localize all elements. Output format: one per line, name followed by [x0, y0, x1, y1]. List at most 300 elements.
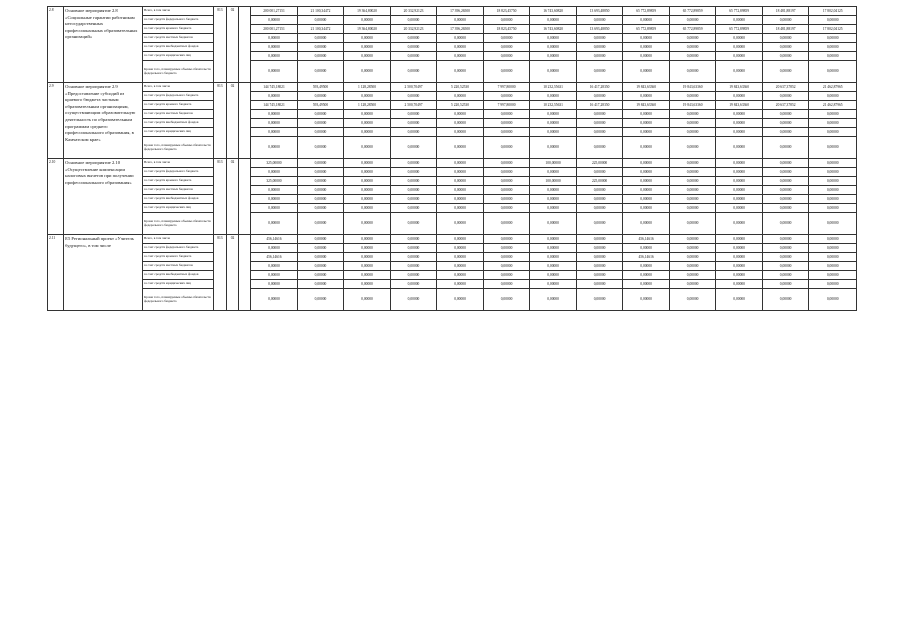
amount-cell: 65 772,89859 — [623, 7, 670, 16]
amount-cell: 0,00000 — [251, 92, 298, 101]
amount-cell: 0,00000 — [716, 271, 763, 280]
amount-cell: 0,00000 — [716, 119, 763, 128]
amount-cell: 225,00000 — [576, 159, 623, 168]
amount-cell: 0,00000 — [390, 61, 437, 83]
amount-cell: 0,00000 — [297, 262, 344, 271]
amount-cell: 21 462,87965 — [809, 83, 857, 92]
amount-cell: 0,00000 — [390, 34, 437, 43]
funding-source-cell: за счет средств федерального бюджета — [143, 244, 214, 253]
amount-cell: 0,00000 — [669, 43, 716, 52]
amount-cell: 0,00000 — [437, 262, 484, 271]
amount-cell: 0,00000 — [344, 128, 391, 137]
amount-cell: 65 772,89859 — [716, 7, 763, 16]
amount-cell: 0,00000 — [623, 280, 670, 289]
amount-cell: 21 100,34472 — [297, 7, 344, 16]
amount-cell: 0,00000 — [762, 110, 809, 119]
funding-source-cell: Кроме того, планируемые объемы обязательств федерального бюджета — [143, 137, 214, 159]
ministry-code-cell: 813 — [213, 235, 226, 311]
amount-cell: 0,00000 — [716, 110, 763, 119]
amount-cell: 0,00000 — [483, 128, 530, 137]
amount-cell: 456,14616 — [623, 235, 670, 244]
amount-cell: 0,00000 — [669, 262, 716, 271]
amount-cell: 200 001,27151 — [251, 25, 298, 34]
amount-cell: 21 462,87965 — [809, 101, 857, 110]
amount-cell: 0,00000 — [762, 280, 809, 289]
amount-cell: 0,00000 — [297, 92, 344, 101]
amount-cell: 0,00000 — [483, 16, 530, 25]
table-row — [48, 25, 857, 34]
amount-cell: 0,00000 — [762, 43, 809, 52]
amount-cell: 0,00000 — [437, 253, 484, 262]
table-row — [48, 262, 857, 271]
amount-cell: 0,00000 — [251, 168, 298, 177]
amount-cell: 0,00000 — [576, 61, 623, 83]
amount-cell: 0,00000 — [762, 119, 809, 128]
amount-cell: 0,00000 — [297, 16, 344, 25]
amount-cell: 0,00000 — [390, 119, 437, 128]
measure-name-cell: Основное мероприятие 2.9 «Предоставление субсидий из краевого бюджета частным образовательным организациям, осуществляющим образовательную деятельность по образовательным программам среднего профессионального образования, в Камчатском крае» — [64, 83, 143, 159]
amount-cell: 0,00000 — [344, 52, 391, 61]
amount-cell: 0,00000 — [390, 177, 437, 186]
amount-cell: 0,00000 — [530, 61, 577, 83]
funding-source-cell: Всего, в том числе — [143, 83, 214, 92]
amount-cell: 0,00000 — [530, 92, 577, 101]
program-code-cell: 02 — [226, 159, 238, 235]
amount-cell: 17 802,04125 — [809, 25, 857, 34]
amount-cell: 0,00000 — [437, 34, 484, 43]
amount-cell: 0,00000 — [576, 137, 623, 159]
amount-cell: 0,00000 — [762, 177, 809, 186]
amount-cell: 0,00000 — [669, 244, 716, 253]
amount-cell: 0,00000 — [623, 204, 670, 213]
amount-cell: 5 220,52530 — [437, 83, 484, 92]
amount-cell: 0,00000 — [344, 92, 391, 101]
amount-cell: 0,00000 — [716, 92, 763, 101]
amount-cell: 0,00000 — [437, 61, 484, 83]
amount-cell: 0,00000 — [251, 119, 298, 128]
table-row — [48, 195, 857, 204]
amount-cell: 0,00000 — [530, 16, 577, 25]
amount-cell: 19 843,63360 — [669, 101, 716, 110]
amount-cell: 0,00000 — [762, 213, 809, 235]
amount-cell: 0,00000 — [809, 271, 857, 280]
amount-cell: 0,00000 — [297, 61, 344, 83]
amount-cell: 0,00000 — [390, 137, 437, 159]
amount-cell: 0,00000 — [483, 92, 530, 101]
amount-cell: 0,00000 — [390, 43, 437, 52]
amount-cell: 0,00000 — [669, 280, 716, 289]
amount-cell: 0,00000 — [809, 119, 857, 128]
amount-cell: 0,00000 — [437, 52, 484, 61]
amount-cell: 0,00000 — [809, 213, 857, 235]
amount-cell: 0,00000 — [483, 195, 530, 204]
row-number-cell: 2.8 — [48, 7, 64, 83]
amount-cell: 0,00000 — [669, 34, 716, 43]
amount-cell: 0,00000 — [344, 213, 391, 235]
table-row — [48, 186, 857, 195]
amount-cell: 0,00000 — [576, 271, 623, 280]
amount-cell: 19 843,63360 — [669, 83, 716, 92]
amount-cell: 16 743,60820 — [530, 7, 577, 16]
amount-cell: 0,00000 — [251, 271, 298, 280]
amount-cell: 0,00000 — [576, 119, 623, 128]
amount-cell: 0,00000 — [576, 52, 623, 61]
amount-cell: 0,00000 — [623, 262, 670, 271]
amount-cell: 0,00000 — [297, 177, 344, 186]
amount-cell: 0,00000 — [344, 43, 391, 52]
amount-cell: 0,00000 — [762, 235, 809, 244]
amount-cell: 0,00000 — [251, 137, 298, 159]
amount-cell: 0,00000 — [437, 244, 484, 253]
funding-source-cell: за счет средств внебюджетных фондов — [143, 271, 214, 280]
amount-cell: 0,00000 — [483, 137, 530, 159]
amount-cell: 0,00000 — [576, 289, 623, 311]
amount-cell: 0,00000 — [483, 253, 530, 262]
table-row — [48, 168, 857, 177]
amount-cell: 0,00000 — [530, 204, 577, 213]
amount-cell: 0,00000 — [530, 235, 577, 244]
amount-cell: 0,00000 — [297, 110, 344, 119]
amount-cell: 0,00000 — [530, 280, 577, 289]
table-row — [48, 7, 857, 16]
amount-cell: 19 364,80020 — [344, 25, 391, 34]
amount-cell: 0,00000 — [530, 128, 577, 137]
amount-cell: 19 843,63360 — [716, 83, 763, 92]
amount-cell: 0,00000 — [809, 137, 857, 159]
amount-cell: 0,00000 — [483, 244, 530, 253]
table-row — [48, 92, 857, 101]
amount-cell: 0,00000 — [297, 128, 344, 137]
amount-cell: 0,00000 — [623, 92, 670, 101]
amount-cell: 16 417,28350 — [576, 101, 623, 110]
amount-cell: 0,00000 — [716, 177, 763, 186]
amount-cell: 20 637,37852 — [762, 83, 809, 92]
amount-cell: 0,00000 — [623, 128, 670, 137]
funding-source-cell: Всего, в том числе — [143, 159, 214, 168]
amount-cell: 0,00000 — [251, 43, 298, 52]
amount-cell: 0,00000 — [576, 34, 623, 43]
amount-cell: 0,00000 — [483, 271, 530, 280]
amount-cell: 0,00000 — [344, 204, 391, 213]
amount-cell: 7 997,80000 — [483, 83, 530, 92]
amount-cell: 0,00000 — [530, 213, 577, 235]
amount-cell: 0,00000 — [483, 186, 530, 195]
amount-cell: 0,00000 — [716, 253, 763, 262]
amount-cell: 0,00000 — [623, 213, 670, 235]
amount-cell: 0,00000 — [669, 119, 716, 128]
amount-cell: 0,00000 — [762, 195, 809, 204]
amount-cell: 0,00000 — [716, 235, 763, 244]
row-number-cell: 2.11 — [48, 235, 64, 311]
amount-cell: 0,00000 — [483, 168, 530, 177]
amount-cell: 17 396,26500 — [437, 25, 484, 34]
amount-cell: 0,00000 — [809, 92, 857, 101]
amount-cell: 100,00000 — [530, 159, 577, 168]
amount-cell: 0,00000 — [809, 168, 857, 177]
amount-cell: 0,00000 — [809, 43, 857, 52]
funding-source-cell: за счет средств краевого бюджета — [143, 177, 214, 186]
amount-cell: 0,00000 — [762, 128, 809, 137]
amount-cell: 0,00000 — [809, 159, 857, 168]
amount-cell: 0,00000 — [530, 52, 577, 61]
amount-cell: 0,00000 — [251, 204, 298, 213]
amount-cell: 0,00000 — [716, 280, 763, 289]
amount-cell: 0,00000 — [576, 16, 623, 25]
amount-cell: 18 481,88197 — [762, 7, 809, 16]
amount-cell: 0,00000 — [716, 137, 763, 159]
amount-cell: 0,00000 — [762, 244, 809, 253]
table-row — [48, 43, 857, 52]
amount-cell: 0,00000 — [297, 168, 344, 177]
ministry-code-cell: 813 — [213, 7, 226, 83]
funding-source-cell: за счет средств краевого бюджета — [143, 101, 214, 110]
amount-cell: 0,00000 — [251, 244, 298, 253]
amount-cell: 0,00000 — [437, 195, 484, 204]
amount-cell: 0,00000 — [390, 159, 437, 168]
amount-cell: 0,00000 — [623, 186, 670, 195]
amount-cell: 0,00000 — [530, 262, 577, 271]
amount-cell: 0,00000 — [344, 177, 391, 186]
amount-cell: 19 364,80020 — [344, 7, 391, 16]
amount-cell: 0,00000 — [809, 177, 857, 186]
amount-cell: 65 772,89859 — [669, 7, 716, 16]
amount-cell: 0,00000 — [669, 159, 716, 168]
amount-cell: 0,00000 — [390, 128, 437, 137]
amount-cell: 0,00000 — [390, 92, 437, 101]
amount-cell: 2 500,70497 — [390, 83, 437, 92]
amount-cell: 0,00000 — [669, 128, 716, 137]
amount-cell: 0,00000 — [669, 271, 716, 280]
amount-cell: 0,00000 — [483, 262, 530, 271]
amount-cell: 0,00000 — [762, 289, 809, 311]
amount-cell: 0,00000 — [251, 195, 298, 204]
amount-cell: 0,00000 — [576, 168, 623, 177]
amount-cell: 0,00000 — [297, 271, 344, 280]
amount-cell: 0,00000 — [809, 110, 857, 119]
amount-cell: 0,00000 — [437, 16, 484, 25]
amount-cell: 0,00000 — [576, 128, 623, 137]
program-code-cell: 02 — [226, 7, 238, 83]
amount-cell: 0,00000 — [437, 177, 484, 186]
amount-cell: 0,00000 — [251, 16, 298, 25]
funding-source-cell: за счет средств внебюджетных фондов — [143, 119, 214, 128]
amount-cell: 18 481,88197 — [762, 25, 809, 34]
ministry-code-cell: 813 — [213, 159, 226, 235]
amount-cell: 0,00000 — [669, 186, 716, 195]
amount-cell: 0,00000 — [716, 61, 763, 83]
amount-cell: 0,00000 — [251, 128, 298, 137]
amount-cell: 0,00000 — [483, 119, 530, 128]
amount-cell: 0,00000 — [716, 213, 763, 235]
amount-cell: 0,00000 — [437, 271, 484, 280]
amount-cell: 0,00000 — [297, 244, 344, 253]
amount-cell: 0,00000 — [762, 16, 809, 25]
amount-cell: 593,49500 — [297, 83, 344, 92]
amount-cell: 0,00000 — [297, 43, 344, 52]
amount-cell: 0,00000 — [623, 110, 670, 119]
amount-cell: 0,00000 — [716, 244, 763, 253]
table-row — [48, 83, 857, 92]
amount-cell: 21 100,34472 — [297, 25, 344, 34]
table-row — [48, 177, 857, 186]
amount-cell: 2 500,70497 — [390, 101, 437, 110]
amount-cell: 0,00000 — [344, 137, 391, 159]
amount-cell: 0,00000 — [483, 159, 530, 168]
amount-cell: 0,00000 — [623, 289, 670, 311]
amount-cell: 0,00000 — [297, 137, 344, 159]
amount-cell: 0,00000 — [530, 168, 577, 177]
amount-cell: 0,00000 — [669, 289, 716, 311]
amount-cell: 0,00000 — [716, 289, 763, 311]
funding-source-cell: Всего, в том числе — [143, 235, 214, 244]
amount-cell: 0,00000 — [716, 159, 763, 168]
amount-cell: 0,00000 — [297, 280, 344, 289]
amount-cell: 0,00000 — [297, 235, 344, 244]
amount-cell: 20 332,92123 — [390, 7, 437, 16]
amount-cell: 0,00000 — [576, 280, 623, 289]
amount-cell: 0,00000 — [716, 16, 763, 25]
amount-cell: 18 823,45750 — [483, 25, 530, 34]
amount-cell: 0,00000 — [437, 280, 484, 289]
empty-code-cell — [239, 235, 251, 311]
amount-cell: 0,00000 — [623, 34, 670, 43]
amount-cell: 0,00000 — [483, 289, 530, 311]
amount-cell: 0,00000 — [390, 52, 437, 61]
amount-cell: 65 772,89859 — [623, 25, 670, 34]
table-row — [48, 244, 857, 253]
amount-cell: 0,00000 — [576, 110, 623, 119]
amount-cell: 0,00000 — [809, 61, 857, 83]
amount-cell: 0,00000 — [623, 271, 670, 280]
amount-cell: 17 802,04125 — [809, 7, 857, 16]
amount-cell: 0,00000 — [809, 34, 857, 43]
amount-cell: 0,00000 — [297, 159, 344, 168]
table-row — [48, 34, 857, 43]
amount-cell: 0,00000 — [483, 235, 530, 244]
amount-cell: 0,00000 — [576, 253, 623, 262]
amount-cell: 0,00000 — [344, 61, 391, 83]
amount-cell: 0,00000 — [297, 186, 344, 195]
measure-name-cell: E5 Региональный проект «Учитель будущего», в том числе — [64, 235, 143, 311]
amount-cell: 0,00000 — [809, 204, 857, 213]
amount-cell: 0,00000 — [297, 119, 344, 128]
measure-name-cell: Основное мероприятие 2.10 «Осуществление компенсации налоговых вычетов при получении профессионального образования» — [64, 159, 143, 235]
amount-cell: 0,00000 — [669, 195, 716, 204]
amount-cell: 0,00000 — [623, 61, 670, 83]
amount-cell: 1 128,28500 — [344, 83, 391, 92]
amount-cell: 593,49500 — [297, 101, 344, 110]
amount-cell: 0,00000 — [576, 235, 623, 244]
table-row — [48, 61, 857, 83]
amount-cell: 0,00000 — [762, 253, 809, 262]
amount-cell: 0,00000 — [344, 235, 391, 244]
table-row — [48, 16, 857, 25]
amount-cell: 0,00000 — [530, 253, 577, 262]
table-row — [48, 159, 857, 168]
amount-cell: 13 693,48850 — [576, 25, 623, 34]
amount-cell: 0,00000 — [623, 52, 670, 61]
amount-cell: 18 823,45750 — [483, 7, 530, 16]
funding-source-cell: Кроме того, планируемые объемы обязательств федерального бюджета — [143, 213, 214, 235]
amount-cell: 0,00000 — [530, 110, 577, 119]
table-row — [48, 128, 857, 137]
amount-cell: 0,00000 — [344, 262, 391, 271]
amount-cell: 100,00000 — [530, 177, 577, 186]
amount-cell: 0,00000 — [762, 61, 809, 83]
amount-cell: 0,00000 — [437, 137, 484, 159]
amount-cell: 0,00000 — [623, 195, 670, 204]
table-row — [48, 137, 857, 159]
amount-cell: 0,00000 — [669, 52, 716, 61]
amount-cell: 0,00000 — [716, 128, 763, 137]
amount-cell: 0,00000 — [669, 204, 716, 213]
funding-source-cell: за счет средств краевого бюджета — [143, 25, 214, 34]
amount-cell: 0,00000 — [809, 244, 857, 253]
amount-cell: 0,00000 — [762, 168, 809, 177]
amount-cell: 0,00000 — [716, 34, 763, 43]
program-code-cell: 02 — [226, 83, 238, 159]
funding-source-cell: за счет средств федерального бюджета — [143, 168, 214, 177]
amount-cell: 0,00000 — [251, 186, 298, 195]
amount-cell: 0,00000 — [716, 262, 763, 271]
amount-cell: 0,00000 — [809, 16, 857, 25]
amount-cell: 0,00000 — [251, 110, 298, 119]
amount-cell: 0,00000 — [669, 137, 716, 159]
amount-cell: 19 843,63360 — [623, 83, 670, 92]
amount-cell: 0,00000 — [576, 195, 623, 204]
amount-cell: 325,00000 — [251, 177, 298, 186]
amount-cell: 0,00000 — [437, 128, 484, 137]
amount-cell: 0,00000 — [437, 168, 484, 177]
amount-cell: 0,00000 — [762, 159, 809, 168]
amount-cell: 0,00000 — [716, 195, 763, 204]
amount-cell: 0,00000 — [344, 280, 391, 289]
amount-cell: 0,00000 — [576, 204, 623, 213]
amount-cell: 19 843,63360 — [716, 101, 763, 110]
amount-cell: 0,00000 — [437, 204, 484, 213]
amount-cell: 0,00000 — [576, 92, 623, 101]
amount-cell: 0,00000 — [390, 244, 437, 253]
amount-cell: 325,00000 — [251, 159, 298, 168]
amount-cell: 0,00000 — [623, 159, 670, 168]
table-row — [48, 101, 857, 110]
amount-cell: 7 997,80000 — [483, 101, 530, 110]
amount-cell: 0,00000 — [390, 262, 437, 271]
amount-cell: 0,00000 — [669, 177, 716, 186]
amount-cell: 0,00000 — [390, 289, 437, 311]
amount-cell: 0,00000 — [809, 262, 857, 271]
funding-source-cell: за счет средств местных бюджетов — [143, 186, 214, 195]
amount-cell: 0,00000 — [623, 137, 670, 159]
amount-cell: 0,00000 — [530, 244, 577, 253]
funding-source-cell: за счет средств юридических лиц — [143, 280, 214, 289]
amount-cell: 0,00000 — [483, 177, 530, 186]
amount-cell: 0,00000 — [483, 52, 530, 61]
amount-cell: 65 772,89859 — [669, 25, 716, 34]
amount-cell: 0,00000 — [483, 213, 530, 235]
amount-cell: 0,00000 — [483, 43, 530, 52]
amount-cell: 0,00000 — [669, 213, 716, 235]
amount-cell: 0,00000 — [716, 43, 763, 52]
amount-cell: 0,00000 — [809, 128, 857, 137]
empty-code-cell — [239, 83, 251, 159]
amount-cell: 0,00000 — [437, 159, 484, 168]
amount-cell: 0,00000 — [437, 213, 484, 235]
amount-cell: 0,00000 — [297, 34, 344, 43]
amount-cell: 0,00000 — [297, 253, 344, 262]
amount-cell: 0,00000 — [623, 168, 670, 177]
amount-cell: 0,00000 — [483, 204, 530, 213]
